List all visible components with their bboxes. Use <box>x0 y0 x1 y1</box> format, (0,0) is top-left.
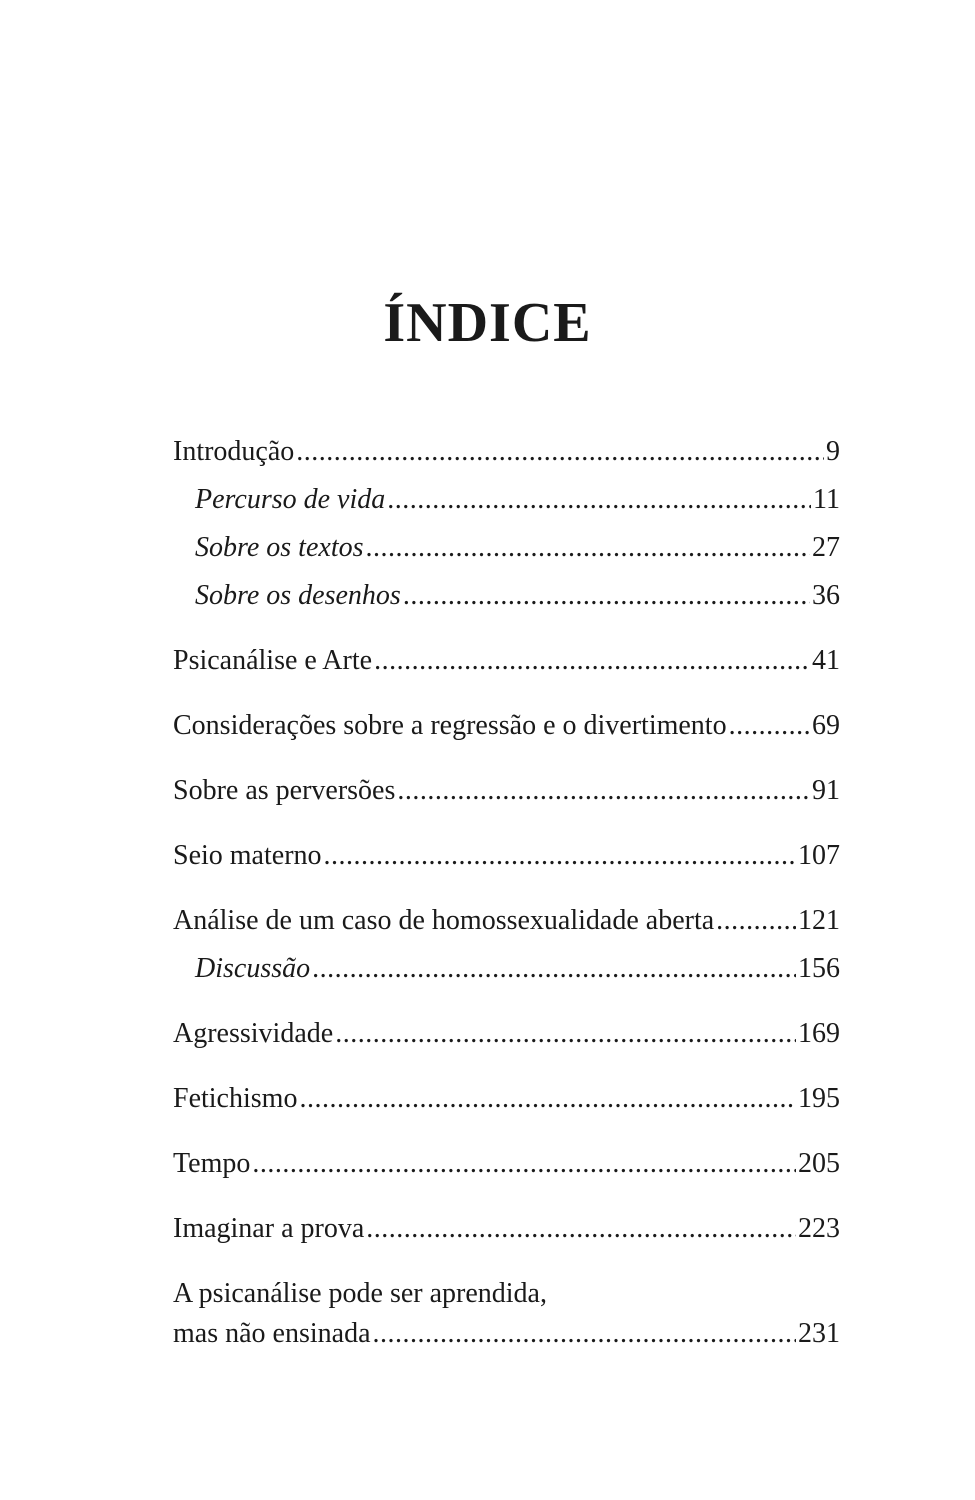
toc-entry-label: Sobre os desenhos <box>195 580 401 611</box>
toc-entry-tempo[interactable] <box>173 1140 840 1188</box>
dot-leader <box>299 1075 796 1123</box>
toc-entry-label: Seio materno <box>173 840 322 871</box>
toc-entry-page-number: 36 <box>812 580 840 611</box>
toc-entry-page-number: 169 <box>798 1018 840 1049</box>
toc-entry-page-number: 195 <box>798 1083 840 1114</box>
toc-entry-label: Psicanálise e Arte <box>173 645 373 676</box>
toc-entry-page-number: 107 <box>798 840 840 871</box>
toc-entry-label: Discussão <box>195 953 311 984</box>
toc-entry-label: Imaginar a prova <box>173 1213 365 1244</box>
dot-leader <box>324 832 796 880</box>
toc-entry-consideracoes[interactable] <box>173 702 840 750</box>
table-of-contents <box>173 428 840 1358</box>
dot-leader <box>729 702 810 750</box>
toc-entry-label: Sobre os textos <box>195 532 364 563</box>
toc-entry-page-number: 69 <box>812 710 840 741</box>
dot-leader <box>374 637 810 685</box>
toc-entry-a-psicanalise-pode-ser-aprendida[interactable] <box>173 1270 840 1358</box>
toc-entry-sobre-as-perversoes[interactable] <box>173 767 840 815</box>
dot-leader <box>387 476 811 524</box>
dot-leader <box>716 897 796 945</box>
dot-leader <box>335 1010 796 1058</box>
toc-entry-seio-materno[interactable] <box>173 832 840 880</box>
toc-entry-sobre-os-desenhos[interactable] <box>173 572 840 620</box>
toc-entry-page-number: 27 <box>812 532 840 563</box>
toc-entry-label: Introdução <box>173 436 295 467</box>
toc-entry-label: Agressividade <box>173 1018 334 1049</box>
dot-leader <box>366 524 811 572</box>
toc-entry-label: Fetichismo <box>173 1083 298 1114</box>
toc-entry-discussao[interactable] <box>173 945 840 993</box>
toc-entry-label-line1: A psicanálise pode ser aprendida, <box>173 1278 547 1309</box>
dot-leader <box>373 1310 797 1358</box>
toc-entry-page-number: 223 <box>798 1213 840 1244</box>
toc-entry-psicanalise-e-arte[interactable] <box>173 637 840 685</box>
dot-leader <box>403 572 810 620</box>
toc-entry-introducao[interactable] <box>173 428 840 476</box>
toc-entry-label-line2: mas não ensinada <box>173 1318 371 1349</box>
toc-entry-page-number: 121 <box>798 905 840 936</box>
dot-leader <box>312 945 796 993</box>
toc-entry-imaginar-a-prova[interactable] <box>173 1205 840 1253</box>
toc-entry-label: Sobre as perversões <box>173 775 396 806</box>
toc-entry-page-number: 91 <box>812 775 840 806</box>
toc-entry-label: Percurso de vida <box>195 484 386 515</box>
toc-entry-page-number: 156 <box>798 953 840 984</box>
toc-entry-label: Tempo <box>173 1148 251 1179</box>
toc-entry-analise-de-um-caso[interactable] <box>173 897 840 945</box>
toc-entry-agressividade[interactable] <box>173 1010 840 1058</box>
dot-leader <box>252 1140 796 1188</box>
toc-entry-label: Considerações sobre a regressão e o divertimento <box>173 710 727 741</box>
toc-entry-sobre-os-textos[interactable] <box>173 524 840 572</box>
dot-leader <box>366 1205 796 1253</box>
page-title: ÍNDICE <box>383 292 592 354</box>
toc-entry-page-number: 11 <box>813 484 840 515</box>
toc-entry-page-number: 41 <box>812 645 840 676</box>
toc-entry-label: Análise de um caso de homossexualidade aberta <box>173 905 715 936</box>
toc-entry-fetichismo[interactable] <box>173 1075 840 1123</box>
toc-entry-percurso-de-vida[interactable] <box>173 476 840 524</box>
toc-entry-page-number: 9 <box>826 436 840 467</box>
dot-leader <box>397 767 810 815</box>
toc-entry-page-number: 231 <box>798 1318 840 1349</box>
toc-entry-page-number: 205 <box>798 1148 840 1179</box>
dot-leader <box>296 428 824 476</box>
